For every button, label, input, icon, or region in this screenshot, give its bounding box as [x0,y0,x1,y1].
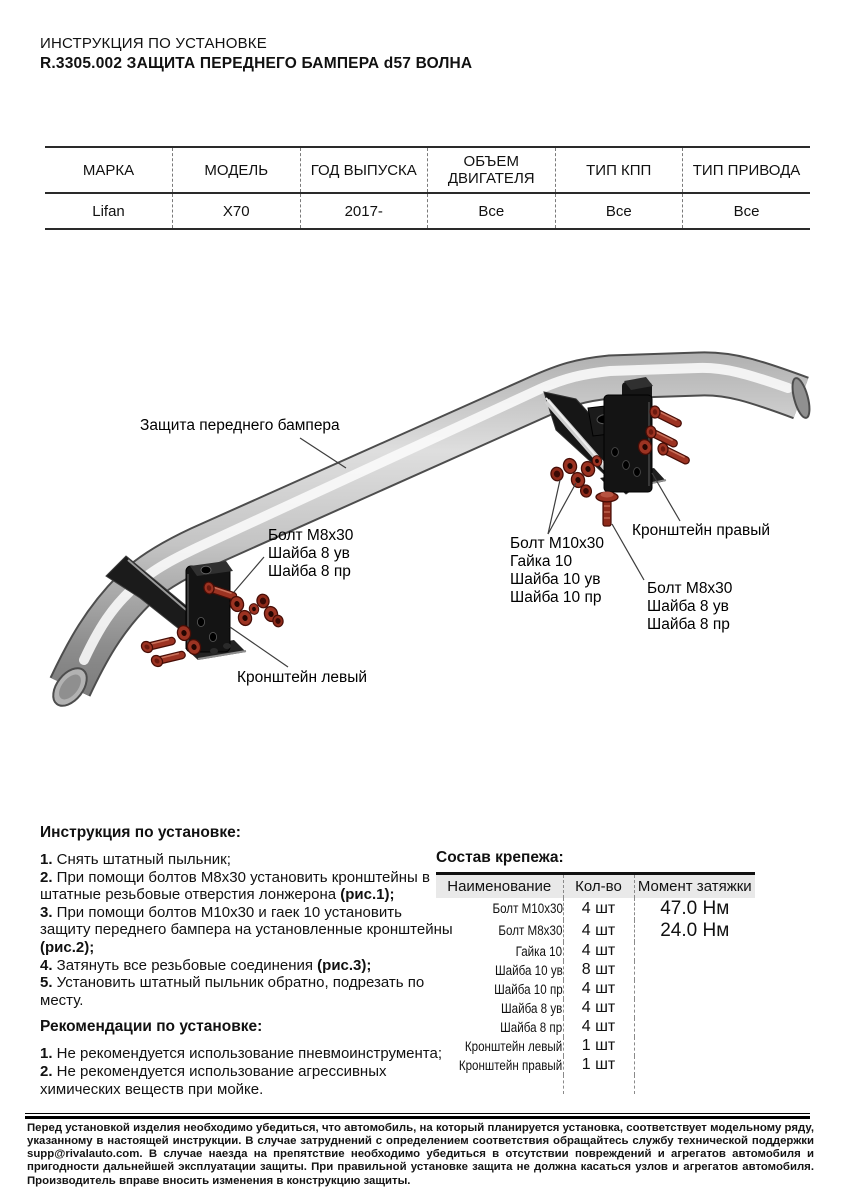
doc-header [40,34,472,74]
doc-title-line2: R.3305.002 ЗАЩИТА ПЕРЕДНЕГО БАМПЕРА d57 ВОЛНА [40,55,473,72]
instructions-title: Инструкция по установке: [40,824,241,841]
installation-instructions [40,824,454,1098]
hw-col-qty: Кол-во [563,874,634,898]
label-right-bracket: Кронштейн правый [632,522,771,539]
hw-col-torque: Момент затяжки [634,874,755,898]
col-header-drive: ТИП ПРИВОДА [683,147,811,193]
col-header-model: МОДЕЛЬ [173,147,301,193]
label-left-bolt-group: Болт М8х30 Шайба 8 ув Шайба 8 пр [268,527,354,580]
label-m10-group: Болт М10х30 Гайка 10 Шайба 10 ув Шайба 10 пр [510,535,605,606]
label-right-bolt-group: Болт М8х30 Шайба 8 ув Шайба 8 пр [647,580,733,633]
value-engine: Все [428,193,556,229]
label-tube: Защита переднего бампера [140,417,340,434]
hardware-row: Гайка 10 4 шт [436,942,755,961]
value-gearbox: Все [555,193,683,229]
value-year: 2017- [300,193,428,229]
hardware-row: Кронштейн левый 1 шт [436,1037,755,1056]
leader-tube-label [300,438,346,468]
hardware-list [436,849,758,1094]
hardware-header-row [436,874,755,898]
label-left-bracket: Кронштейн левый [237,669,368,686]
hardware-row: Шайба 10 пр 4 шт [436,980,755,999]
col-header-gearbox: ТИП КПП [555,147,683,193]
assembly-diagram-drawing [0,330,848,760]
value-model: X70 [173,193,301,229]
vertical-bolt [596,492,618,527]
footer-rule-thick [25,1116,810,1119]
leader-left-bolt-label [234,557,264,592]
recommendations-title: Рекомендации по установке: [40,1018,263,1036]
value-drive: Все [683,193,811,229]
hardware-row: Шайба 10 ув 8 шт [436,961,755,980]
col-header-engine: ОБЪЕМ ДВИГАТЕЛЯ [428,147,556,193]
step-5: 5. Установить штатный пыльник обратно, подрезать по месту. [40,974,425,1009]
step-1: 1. Снять штатный пыльник; [40,851,231,868]
assembly-diagram [0,330,848,760]
footer-text: Перед установкой изделия необходимо убедиться, что автомобиль, на который планируется установка, соответствует модельному ряду, указанному в настоящей инструкции. В случае затруднений с определением соответствия обращайтесь службу технической поддержки supp@rivalauto.com. В случае наезда на препятствие необходимо убедиться в отсутствии повреждений и агрегатов автомобиля и пригодности дальнейшей эксплуатации защиты. При правильной установке защита не должна касаться узлов и агрегатов автомобиля. Производитель вправе вносить изменения в конструкцию защиты. [27,1121,814,1187]
hardware-row: Шайба 8 ув 4 шт [436,999,755,1018]
hardware-row: Кронштейн правый 1 шт [436,1056,755,1075]
leader-m10-label-b [548,483,576,534]
col-header-marka: МАРКА [45,147,173,193]
footer-notice [0,1113,848,1188]
hardware-row: Болт М8х30 4 шт 24.0 Нм [436,920,755,942]
hardware-table-spacer [436,1075,755,1094]
hardware-row: Шайба 8 пр 4 шт [436,1018,755,1037]
footer-rule-thin [25,1113,810,1114]
doc-title-line1: ИНСТРУКЦИЯ ПО УСТАНОВКЕ [40,35,267,52]
hw-col-name: Наименование [436,874,563,898]
recommendation-2: 2. Не рекомендуется использование агрессивных химических веществ при мойке. [40,1062,387,1098]
step-2: 2. При помощи болтов М8х30 установить кронштейны в штатные резьбовые отверстия лонжерона (рис.1); [40,868,430,904]
hardware-row: Болт М10х30 4 шт 47.0 Нм [436,898,755,920]
vehicle-table-value-row [45,193,810,229]
col-header-year: ГОД ВЫПУСКА [300,147,428,193]
vehicle-table-header-row [45,147,810,193]
step-3: 3. При помощи болтов М10х30 и гаек 10 установить защиту переднего бампера на установленные кронштейны (рис.2); [40,903,453,956]
recommendation-1: 1. Не рекомендуется использование пневмоинструмента; [40,1045,442,1063]
leader-m10-label-a [548,480,560,534]
hardware-title: Состав крепежа: [436,849,564,866]
hardware-table [436,872,755,1094]
value-marka: Lifan [92,202,125,220]
step-4: 4. Затянуть все резьбовые соединения (рис.3); [40,956,372,974]
vehicle-fitment-table [45,146,810,230]
